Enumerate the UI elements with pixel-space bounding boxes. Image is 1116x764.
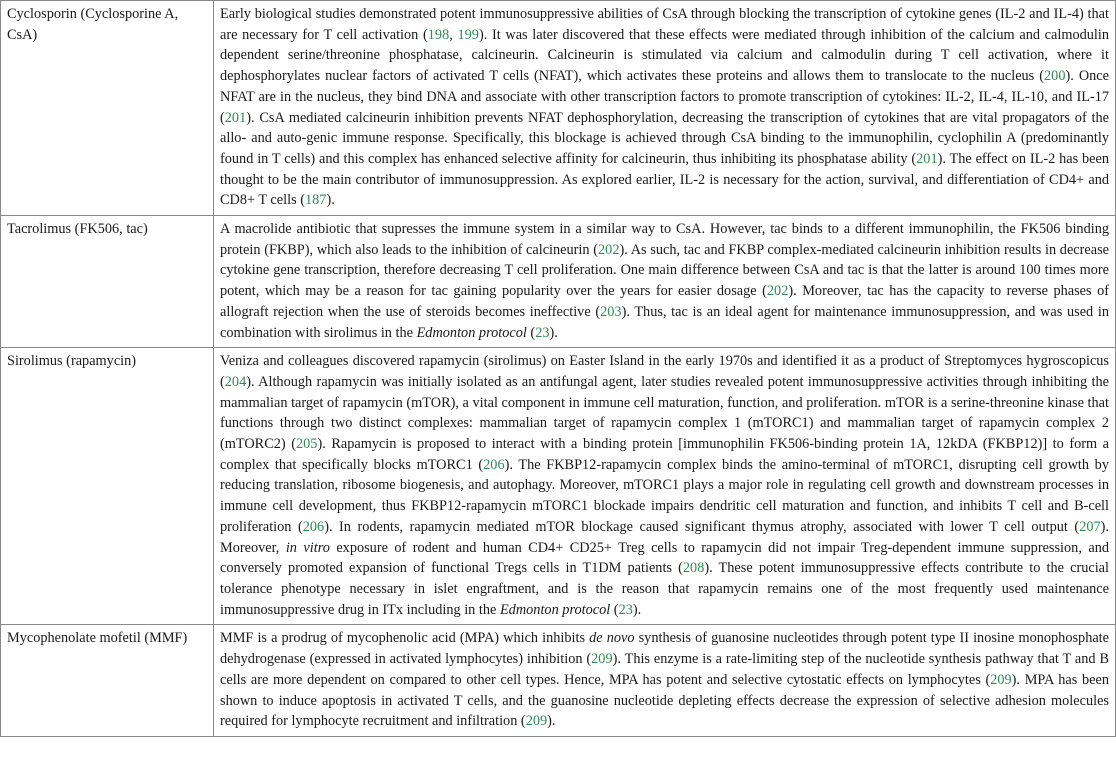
description-text: ). This enzyme is a rate-limiting step of the nucleotide synthesis pathway that T and B cells are more dependent on compared to other cell types. Hence, MPA has potent and selective cytostatic effects on lymphocytes ( [220,651,1109,688]
italic-text: Edmonton protocol [499,601,611,618]
reference-link[interactable]: 23 [618,601,633,618]
description-text: ( [526,324,536,341]
reference-link[interactable]: 206 [483,456,505,473]
drug-description-cell [214,625,1116,737]
drug-description-cell [214,348,1116,625]
reference-link[interactable]: 199 [457,26,479,43]
table-row [1,1,1116,216]
description-text: ). The effect on IL-2 has been thought to be the main contributor of immunosuppression. As explored earlier, IL-2 is necessary for the action, survival, and differentiation of CD4+ and CD8+ T cells ( [220,150,1109,209]
reference-link[interactable]: 187 [304,192,327,209]
reference-link[interactable]: 200 [1044,68,1066,85]
reference-link[interactable]: 208 [682,560,705,577]
description-text: ). [549,324,558,341]
drug-name-cell: Sirolimus (rapamycin) [1,348,214,625]
description-text: ). As such, tac and FKBP complex-mediated calcineurin inhibition results in decrease cytokine gene transcription, therefore decreasing T cell proliferation. One main difference between CsA and tac is that the latter is around 100 times more potent, which may be a reason for tac gaining popularity over the years for easier dosage ( [220,241,1110,300]
reference-link[interactable]: 207 [1079,518,1101,535]
description-text: Veniza and colleagues discovered rapamycin (sirolimus) on Easter Island in the early 1970s and identified it as a product of Streptomyces hygroscopicus ( [220,353,1109,390]
description-text: MMF is a prodrug of mycophenolic acid (MPA) which inhibits [220,630,590,647]
table-row [1,625,1116,737]
reference-link[interactable]: 203 [600,303,622,320]
reference-link[interactable]: 205 [295,436,318,453]
description-text: Early biological studies demonstrated potent immunosuppressive abilities of CsA through blocking the transcription of cytokine genes (IL-2 and IL-4) that are necessary for T cell activation ( [220,6,1109,43]
description-text: ). In rodents, rapamycin mediated mTOR blockage caused significant thymus atrophy, associated with lower T cell output ( [324,518,1080,535]
description-text: ). Thus, tac is an ideal agent for maintenance immunosuppression, and was used in combination with sirolimus in the [220,303,1109,341]
table-row [1,216,1116,348]
italic-text: de novo [589,630,635,647]
description-text: ). The FKBP12-rapamycin complex binds the amino-terminal of mTORC1, disrupting cell growth by reducing translation, ribosome biogenesis, and autophagy. Moreover, mTORC1 plays a major role in regulating cell growth and downstream processes in immune cell development, thus FKBP12-rapamycin mTORC1 blockade impairs dendritic cell maturation and function, and inhibits T cell and B-cell proliferation ( [220,456,1109,535]
italic-text: in vitro [285,539,330,556]
description-text: ). Moreover, [220,518,1109,556]
description-text: ). [632,601,642,618]
reference-link[interactable]: 23 [535,324,550,341]
description-text: ). Rapamycin is proposed to interact with a binding protein [immunophilin FK506-binding protein 1A, 12kDA (FKBP12)] to form a complex that specifically blocks mTORC1 ( [220,436,1110,473]
drug-name-cell: Tacrolimus (FK506, tac) [1,216,214,348]
reference-link[interactable]: 209 [591,651,613,668]
description-text: synthesis of guanosine nucleotides through potent type II inosine monophosphate dehydrogenase (expressed in activated lymphocytes) inhibition ( [220,630,1110,668]
description-text: A macrolide antibiotic that supresses the immune system in a similar way to CsA. However, tac binds to a different immunophilin, the FK506 binding protein (FKBP), which also leads to the inhibition of calcineurin ( [220,221,1109,258]
reference-link[interactable]: 202 [766,283,789,300]
drug-description-cell [214,1,1116,216]
reference-link[interactable]: 201 [224,109,247,126]
table-row [1,348,1116,625]
description-text: ). [326,192,335,209]
reference-link[interactable]: 198 [427,26,450,43]
description-text: ). MPA has been shown to induce apoptosis in activated T cells, and the guanosine nucleotide depleting effects decrease the expression of selective adhesion molecules required for lymphocyte recruitment and infiltration ( [220,671,1109,730]
italic-text: Edmonton protocol [416,324,527,341]
description-text: ). CsA mediated calcineurin inhibition prevents NFAT dephosphorylation, decreasing the transcription of cytokines that are vital propagators of the allo- and auto-genic immune response. Specifically, this blockage is achieved through CsA binding to the immunophilin, cyclophilin A (predominantly found in T cells) and this complex has enhanced selective affinity for calcineurin, thus inhibiting its phosphatase ability ( [220,109,1109,167]
description-text: ). Although rapamycin was initially isolated as an antifungal agent, later studies revealed potent immunosuppressive activities through inhibiting the mammalian target of rapamycin (mTOR), a vital component in immune cell maturation, function, and proliferation. mTOR is a serine-threonine kinase that functions through two distinct complexes: mammalian target of rapamycin complex 1 (mTORC1) and mammalian target of rapamycin complex 2 (mTORC2) ( [220,373,1109,453]
description-text: ( [610,601,619,618]
description-text: exposure of rodent and human CD4+ CD25+ Treg cells to rapamycin did not impair Treg-dependent immune suppression, and conversely promoted expansion of functional Tregs cells in T1DM patients ( [220,539,1109,577]
reference-link[interactable]: 202 [598,241,620,258]
description-text: ). These potent immunosuppressive effects contribute to the crucial tolerance phenotype necessary in islet engraftment, and is the reason that rapamycin remains one of the most frequently used maintenance immunosuppressive drug in ITx including in the [220,560,1109,618]
drug-name-cell: Mycophenolate mofetil (MMF) [1,625,214,737]
description-text: , [449,26,458,43]
reference-link[interactable]: 201 [916,150,938,167]
drug-description-cell [214,216,1116,348]
description-text: ). Moreover, tac has the capacity to reverse phases of allograft rejection when the use of steroids becomes ineffective ( [220,283,1109,320]
drug-name-cell: Cyclosporin (Cyclosporine A, CsA) [1,1,214,216]
description-text: ). Once NFAT are in the nucleus, they bind DNA and associate with other transcription factors to promote transcription of cytokines: IL-2, IL-4, IL-10, and IL-17 ( [220,68,1109,126]
reference-link[interactable]: 206 [302,518,325,535]
reference-link[interactable]: 209 [525,713,548,730]
description-text: ). It was later discovered that these effects were mediated through inhibition of the calcium and calmodulin dependent serine/threonine phosphatase, calcineurin. Calcineurin is stimulated via calcium and calmodulin during T cell activation, where it dephosphorylates nuclear factors of activated T cells (NFAT), which activates these proteins and allows them to translocate to the nucleus ( [220,26,1110,85]
reference-link[interactable]: 204 [224,373,247,390]
reference-link[interactable]: 209 [990,671,1012,688]
description-text: ). [547,713,556,730]
